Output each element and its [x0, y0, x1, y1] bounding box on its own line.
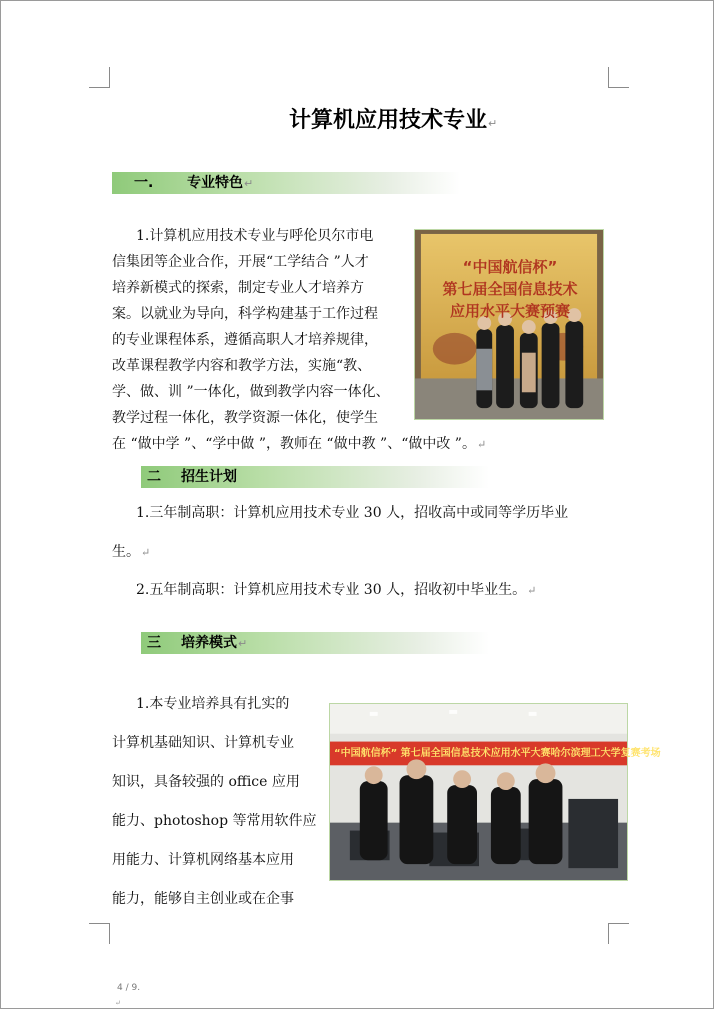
section-heading-enrollment [141, 466, 489, 488]
body-line: 1.计算机应用技术专业与呼伦贝尔市电 [136, 228, 374, 244]
body-line-text: 2.五年制高职：计算机应用技术专业 30 人，招收初中毕业生。 [136, 582, 527, 598]
body-line: 的专业课程体系，遵循高职人才培养规律， [112, 332, 378, 348]
page-title-text: 计算机应用技术专业 [289, 108, 488, 133]
body-line: 学、做、训 ”一体化，做到教学内容一体化、 [112, 384, 390, 400]
body-line: 1.本专业培养具有扎实的 [136, 696, 290, 712]
section-heading-text: 专业特色 [187, 175, 243, 191]
page-title [289, 103, 497, 134]
section-number: 二 [147, 469, 161, 485]
crop-mark-icon [89, 67, 110, 88]
body-line: 信集团等企业合作，开展“工学结合 ”人才 [112, 254, 369, 270]
photo1-banner-line: “中国航信杯” [462, 258, 558, 276]
photo1-banner-line: 应用水平大赛预赛 [449, 302, 570, 320]
paragraph-mark-icon: ↵ [115, 999, 121, 1007]
section-heading-text: 培养模式 [181, 635, 237, 651]
crop-mark-icon [608, 67, 629, 88]
body-line: 用能力、计算机网络基本应用 [112, 852, 294, 868]
section-heading-training [141, 632, 489, 654]
section-heading-features [112, 172, 460, 194]
body-line: 知识，具备较强的 office 应用 [112, 774, 300, 790]
exam-room-group-photo [329, 703, 661, 881]
enrollment-line [112, 539, 150, 566]
enrollment-line [136, 577, 536, 604]
body-line: 计算机基础知识、计算机专业 [112, 735, 294, 751]
body-line: 案。以就业为导向，科学构建基于工作过程 [112, 306, 378, 322]
paragraph-mark-icon: ↵ [244, 177, 254, 190]
body-line-text: 生。 [112, 544, 140, 560]
exam-room-group-photo-image [330, 704, 661, 880]
paragraph-mark-icon: ↵ [238, 637, 248, 650]
photo1-banner [415, 256, 605, 322]
body-line: 培养新模式的探索，制定专业人才培养方 [112, 280, 364, 296]
photo2-banner: “中国航信杯” 第七届全国信息技术应用水平大赛哈尔滨理工大学复赛考场 [334, 748, 661, 759]
section-number: 三 [147, 635, 161, 651]
body-line: 能力，能够自主创业或在企事 [112, 891, 294, 907]
paragraph-mark-icon: ↵ [488, 117, 498, 130]
section-number: 一. [134, 175, 154, 191]
section-heading-text: 招生计划 [181, 469, 237, 485]
body-line-last [112, 431, 486, 457]
body-line-text: 在 “做中学 ”、“学中做 ”，教师在 “做中教 ”、“做中改 ”。 [112, 436, 476, 452]
body-line: 能力、photoshop 等常用软件应 [112, 813, 317, 829]
photo1-banner-line: 第七届全国信息技术 [442, 280, 578, 298]
body-line: 改革课程教学内容和教学方法，实施“教、 [112, 358, 372, 374]
section3-body [112, 685, 317, 919]
body-line: 教学过程一体化，教学资源一体化，使学生 [112, 410, 378, 426]
competition-group-photo [414, 229, 604, 420]
page-number: 4 / 9. [117, 983, 141, 993]
crop-mark-icon [608, 923, 629, 944]
crop-mark-icon [89, 923, 110, 944]
paragraph-mark-icon: ↵ [476, 438, 487, 451]
enrollment-line [112, 500, 568, 526]
body-line-text: 1.三年制高职：计算机应用技术专业 30 人，招收高中或同等学历毕业 [136, 505, 569, 521]
paragraph-mark-icon: ↵ [141, 546, 151, 559]
paragraph-mark-icon: ↵ [527, 584, 537, 597]
